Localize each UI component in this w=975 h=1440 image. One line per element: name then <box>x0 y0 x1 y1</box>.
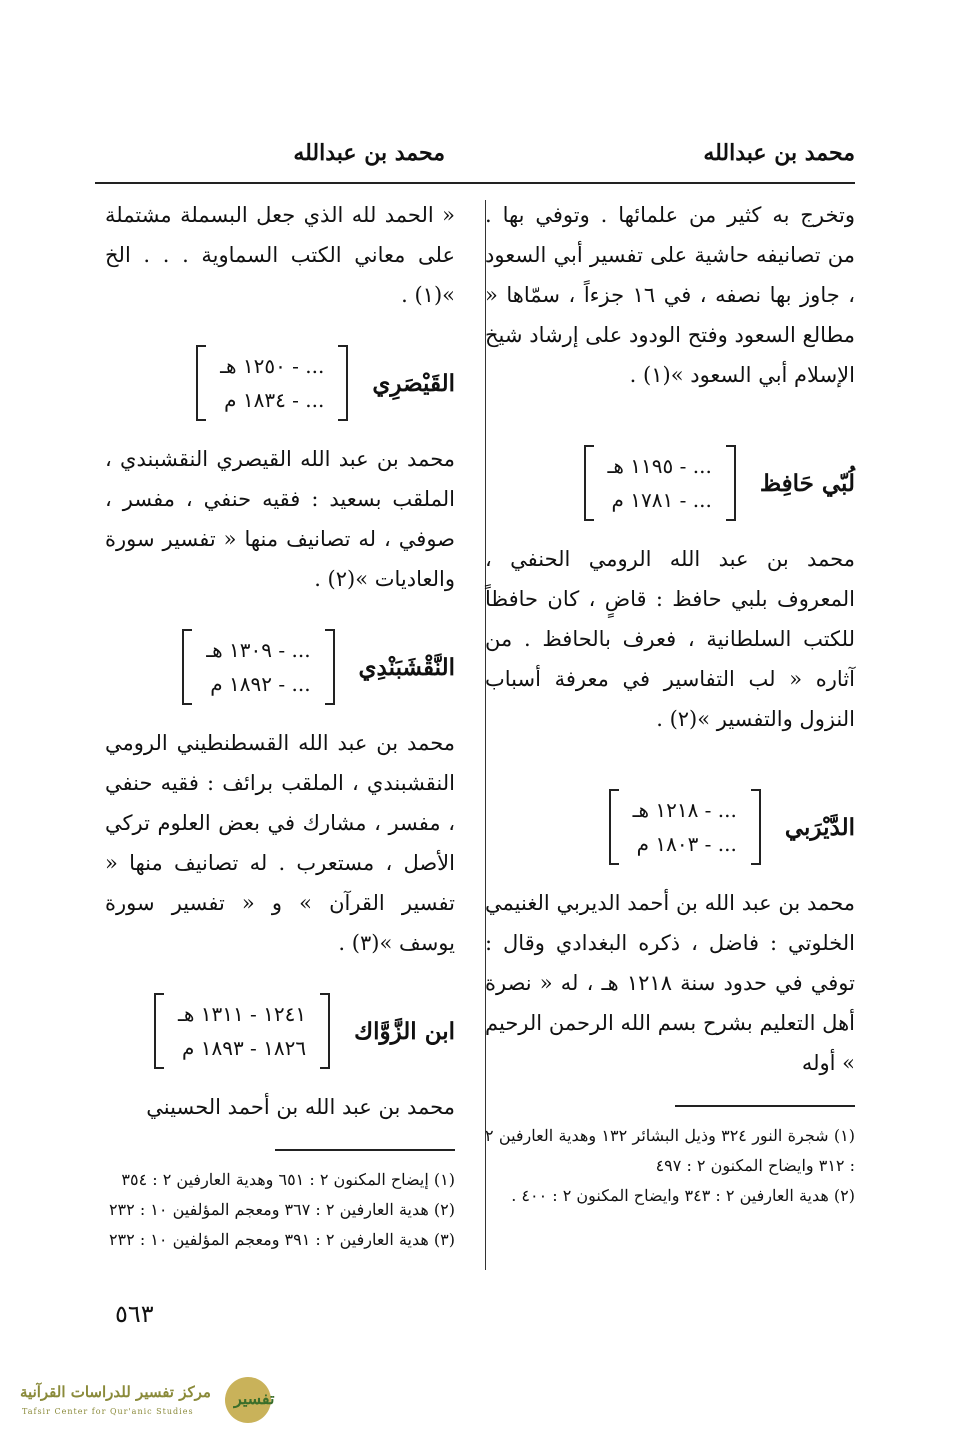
footnote: (١) شجرة النور ٣٢٤ وذيل البشائر ١٣٢ وهدية العارفين ٢ : ٣١٢ وايضاح المكنون ٢ : ٤٩٧ <box>485 1126 855 1175</box>
hijri-date: ١٢٤١ - ١٣١١ هـ <box>177 1002 307 1026</box>
entry-name: ابن الزَّوَّاك <box>354 1017 455 1045</box>
entry-name: النَّقْشَبَنْدِي <box>358 653 455 681</box>
date-bracket <box>154 993 330 1069</box>
header-right-title: محمد بن عبدالله <box>703 140 855 166</box>
date-bracket <box>609 789 761 865</box>
paragraph: محمد بن عبد الله بن أحمد الديربي الغنيمي الخلوتي : فاضل ، ذكره البغدادي وقال : توفي في حدود سنة ١٢١٨ هـ ، له « نصرة أهل التعليم بشرح بسم الله الرحمن الرحيم » أوله <box>485 891 856 1075</box>
entry-heading <box>105 629 455 705</box>
entry-name: القَيْصَرِي <box>372 369 455 397</box>
footnote-rule <box>275 1149 455 1151</box>
page-number: ٥٦٣ <box>115 1300 154 1328</box>
gregorian-date: ... - ١٧٨١ م <box>611 488 712 512</box>
footnote: (٣) هدية العارفين ٢ : ٣٩١ ومعجم المؤلفين ١٠ : ٢٣٢ <box>108 1230 455 1249</box>
header-rule <box>95 182 855 184</box>
gregorian-date: ... - ١٨٩٢ م <box>210 672 311 696</box>
footnote: (١) إيضاح المكنون ٢ : ٦٥١ وهدية العارفين ٢ : ٣٥٤ <box>121 1170 455 1189</box>
paragraph: « الحمد لله الذي جعل البسملة مشتملة على معاني الكتب السماوية . . . الخ »(١) . <box>105 203 455 307</box>
entry-name: لُبّي حَافِظ <box>759 469 855 497</box>
logo-word: تفسير <box>234 1389 275 1408</box>
logo-latin-text: Tafsir Center for Qur'anic Studies <box>22 1407 194 1416</box>
entry-heading <box>105 345 455 421</box>
paragraph: محمد بن عبد الله القيصري النقشبندي ، الملقب بسعيد : فقيه حنفي ، مفسر ، صوفي ، له تصانيف منها « تفسير سورة والعاديات »(٢) . <box>105 447 455 591</box>
right-column <box>485 195 855 1211</box>
date-bracket <box>584 445 736 521</box>
footnote-rule <box>675 1105 855 1107</box>
gregorian-date: ... - ١٨٣٤ م <box>224 388 325 412</box>
left-column <box>105 195 455 1255</box>
gregorian-date: ١٨٢٦ - ١٨٩٣ م <box>181 1036 307 1060</box>
date-bracket <box>182 629 334 705</box>
entry-heading <box>485 445 855 521</box>
footnote: (٢) هدية العارفين ٢ : ٣٦٧ ومعجم المؤلفين ١٠ : ٢٣٢ <box>108 1200 455 1219</box>
paragraph: وتخرج به كثير من علمائها . وتوفي بها . من تصانيفه حاشية على تفسير أبي السعود ، جاوز بها نصفه ، في ١٦ جزءاً ، سمّاها « مطالع السعود وفتح الودود على إرشاد شيخ الإسلام أبي السعود »(١) . <box>485 203 856 387</box>
running-header <box>95 140 855 180</box>
hijri-date: ... - ١٢٥٠ هـ <box>220 354 325 378</box>
center-logo <box>20 1375 290 1425</box>
footnote: (٢) هدية العارفين ٢ : ٣٤٣ وايضاح المكنون ٢ : ٤٠٠ . <box>511 1186 855 1205</box>
entry-heading <box>105 993 455 1069</box>
logo-arabic-text: مركز تفسير للدراسات القرآنية <box>20 1383 211 1401</box>
date-bracket <box>196 345 348 421</box>
hijri-date: ... - ١٢١٨ هـ <box>632 798 737 822</box>
entry-heading <box>485 789 855 865</box>
gregorian-date: ... - ١٨٠٣ م <box>636 832 737 856</box>
paragraph: محمد بن عبد الله الرومي الحنفي ، المعروف بلبي حافظ : قاضٍ ، كان حافظاً للكتب السلطانية ، فعرف بالحافظ . من آثاره « لب التفاسير في معرفة أسباب النزول والتفسير »(٢) . <box>485 547 855 731</box>
hijri-date: ... - ١١٩٥ هـ <box>607 454 712 478</box>
header-left-title: محمد بن عبدالله <box>293 140 445 166</box>
entry-name: الدَّيْرَبي <box>784 813 855 841</box>
paragraph: محمد بن عبد الله القسطنطيني الرومي النقشبندي ، الملقب برائف : فقيه حنفي ، مفسر ، مشارك في بعض العلوم تركي الأصل ، مستعرب . له تصانيف منها « تفسير القرآن » و « تفسير سورة يوسف »(٣) . <box>105 731 455 955</box>
hijri-date: ... - ١٣٠٩ هـ <box>206 638 311 662</box>
paragraph: محمد بن عبد الله بن أحمد الحسيني <box>146 1095 455 1119</box>
